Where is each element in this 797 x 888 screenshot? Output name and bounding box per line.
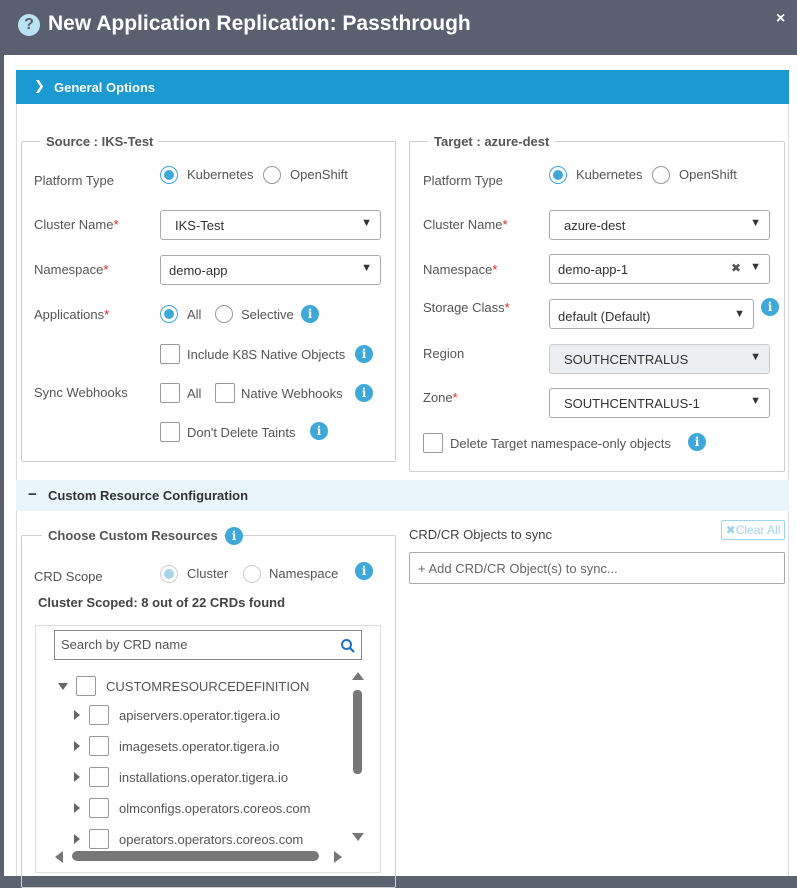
- source-namespace-select[interactable]: [160, 255, 381, 285]
- source-namespace-label: Namespace*: [34, 262, 109, 277]
- crc-title: Custom Resource Configuration: [48, 488, 249, 503]
- info-icon[interactable]: i: [225, 527, 243, 545]
- caret-down-icon[interactable]: [58, 683, 68, 690]
- source-platform-kubernetes-label: Kubernetes: [187, 167, 254, 182]
- close-icon[interactable]: ×: [776, 10, 786, 27]
- source-platform-label: Platform Type: [34, 173, 114, 188]
- chevron-down-icon: ▼: [750, 351, 761, 363]
- collapse-icon: −: [28, 486, 37, 503]
- zone-label: Zone*: [423, 390, 458, 405]
- dialog-header: [4, 0, 797, 55]
- scroll-up-icon[interactable]: [352, 672, 364, 680]
- applications-selective-radio[interactable]: [215, 305, 233, 323]
- crd-scope-label: CRD Scope: [34, 569, 103, 584]
- add-crd-input[interactable]: [409, 552, 785, 584]
- caret-right-icon[interactable]: [74, 772, 80, 782]
- search-icon[interactable]: [340, 638, 356, 654]
- source-platform-openshift-radio[interactable]: [263, 166, 281, 184]
- caret-right-icon[interactable]: [74, 741, 80, 751]
- add-crd-placeholder: + Add CRD/CR Object(s) to sync...: [418, 561, 618, 576]
- region-select: [549, 344, 770, 374]
- tree-item-label: apiservers.operator.tigera.io: [119, 708, 281, 723]
- scope-cluster-label: Cluster: [187, 566, 229, 581]
- tree-item-checkbox[interactable]: [89, 705, 109, 725]
- source-cluster-label: Cluster Name*: [34, 217, 119, 232]
- info-icon[interactable]: i: [355, 345, 373, 363]
- source-namespace-value: demo-app: [169, 263, 228, 278]
- zone-value: SOUTHCENTRALUS-1: [564, 396, 700, 411]
- sync-webhooks-all-label: All: [187, 386, 202, 401]
- target-cluster-select[interactable]: [549, 210, 770, 240]
- scroll-right-icon[interactable]: [334, 851, 342, 863]
- chevron-down-icon: ▼: [361, 217, 372, 229]
- clear-all-label: Clear All: [735, 523, 781, 537]
- clear-all-button[interactable]: [721, 520, 785, 540]
- source-cluster-select[interactable]: [160, 210, 381, 240]
- chevron-down-icon: ▼: [750, 217, 761, 229]
- scope-namespace-radio[interactable]: [243, 565, 261, 583]
- tree-item-label: installations.operator.tigera.io: [119, 770, 289, 785]
- storage-class-select[interactable]: [549, 299, 754, 329]
- source-applications-label: Applications*: [34, 307, 110, 322]
- caret-right-icon[interactable]: [74, 834, 80, 844]
- info-icon[interactable]: i: [355, 562, 373, 580]
- source-legend: Source : IKS-Test: [46, 134, 154, 149]
- help-icon[interactable]: ?: [18, 14, 40, 36]
- target-platform-kubernetes-radio[interactable]: [549, 166, 567, 184]
- clear-icon: ✖: [725, 523, 736, 537]
- delete-target-checkbox[interactable]: [423, 433, 443, 453]
- tree-item-label: olmconfigs.operators.coreos.com: [119, 801, 311, 816]
- target-cluster-value: azure-dest: [564, 218, 626, 233]
- scroll-down-icon[interactable]: [352, 833, 364, 841]
- region-label: Region: [423, 346, 465, 361]
- target-platform-label: Platform Type: [423, 173, 503, 188]
- tree-item-checkbox[interactable]: [89, 829, 109, 849]
- tree-item-checkbox[interactable]: [89, 736, 109, 756]
- applications-all-label: All: [187, 307, 202, 322]
- caret-right-icon[interactable]: [74, 710, 80, 720]
- crc-header[interactable]: [16, 480, 789, 511]
- target-namespace-select[interactable]: [549, 254, 770, 284]
- sync-webhooks-all-checkbox[interactable]: [160, 383, 180, 403]
- crd-search-placeholder: Search by CRD name: [61, 637, 188, 652]
- storage-class-value: default (Default): [558, 309, 651, 324]
- native-webhooks-checkbox[interactable]: [215, 383, 235, 403]
- chevron-down-icon: ❯: [34, 78, 45, 93]
- info-icon[interactable]: i: [355, 384, 373, 402]
- target-namespace-value: demo-app-1: [558, 262, 629, 277]
- horizontal-scrollbar[interactable]: [72, 851, 319, 861]
- caret-right-icon[interactable]: [74, 803, 80, 813]
- target-platform-openshift-label: OpenShift: [679, 167, 737, 182]
- clear-icon[interactable]: ✖: [730, 261, 741, 275]
- chevron-down-icon: ▼: [750, 261, 761, 273]
- tree-item-checkbox[interactable]: [89, 798, 109, 818]
- scroll-left-icon[interactable]: [55, 851, 63, 863]
- target-platform-openshift-radio[interactable]: [652, 166, 670, 184]
- tree-root-checkbox[interactable]: [76, 676, 96, 696]
- target-namespace-label: Namespace*: [423, 262, 498, 277]
- tree-item-label: imagesets.operator.tigera.io: [119, 739, 280, 754]
- applications-all-radio[interactable]: [160, 305, 178, 323]
- chevron-down-icon: ▼: [734, 308, 745, 320]
- general-options-title: General Options: [54, 80, 156, 95]
- chevron-down-icon: ▼: [750, 395, 761, 407]
- storage-class-label: Storage Class*: [423, 300, 510, 315]
- target-legend: Target : azure-dest: [434, 134, 550, 149]
- native-webhooks-label: Native Webhooks: [241, 386, 343, 401]
- dont-delete-taints-label: Don't Delete Taints: [187, 425, 296, 440]
- scope-cluster-radio[interactable]: [160, 565, 178, 583]
- info-icon[interactable]: i: [310, 422, 328, 440]
- source-platform-kubernetes-radio[interactable]: [160, 166, 178, 184]
- delete-target-label: Delete Target namespace-only objects: [450, 436, 671, 451]
- crd-objects-label: CRD/CR Objects to sync: [409, 527, 553, 542]
- tree-root-label: CUSTOMRESOURCEDEFINITION: [106, 679, 310, 694]
- target-platform-kubernetes-label: Kubernetes: [576, 167, 643, 182]
- source-platform-openshift-label: OpenShift: [290, 167, 348, 182]
- applications-selective-label: Selective: [241, 307, 294, 322]
- dialog-title: New Application Replication: Passthrough: [48, 12, 471, 35]
- info-icon[interactable]: i: [761, 298, 779, 316]
- sync-webhooks-label: Sync Webhooks: [34, 385, 128, 400]
- info-icon[interactable]: i: [688, 433, 706, 451]
- choose-crd-legend: Choose Custom Resources: [48, 528, 218, 543]
- scope-namespace-label: Namespace: [269, 566, 339, 581]
- source-cluster-value: IKS-Test: [175, 218, 225, 233]
- info-icon[interactable]: i: [301, 305, 319, 323]
- target-cluster-label: Cluster Name*: [423, 217, 508, 232]
- region-value: SOUTHCENTRALUS: [564, 352, 689, 367]
- zone-select[interactable]: [549, 388, 770, 418]
- chevron-down-icon: ▼: [361, 262, 372, 274]
- dont-delete-taints-checkbox[interactable]: [160, 422, 180, 442]
- general-options-header[interactable]: [16, 70, 789, 104]
- tree-item-label: operators.operators.coreos.com: [119, 832, 304, 847]
- include-native-checkbox[interactable]: [160, 344, 180, 364]
- crd-found-count: Cluster Scoped: 8 out of 22 CRDs found: [38, 595, 286, 610]
- crd-search-input[interactable]: [54, 630, 362, 660]
- include-native-label: Include K8S Native Objects: [187, 347, 346, 362]
- tree-item-checkbox[interactable]: [89, 767, 109, 787]
- vertical-scrollbar[interactable]: [353, 690, 362, 774]
